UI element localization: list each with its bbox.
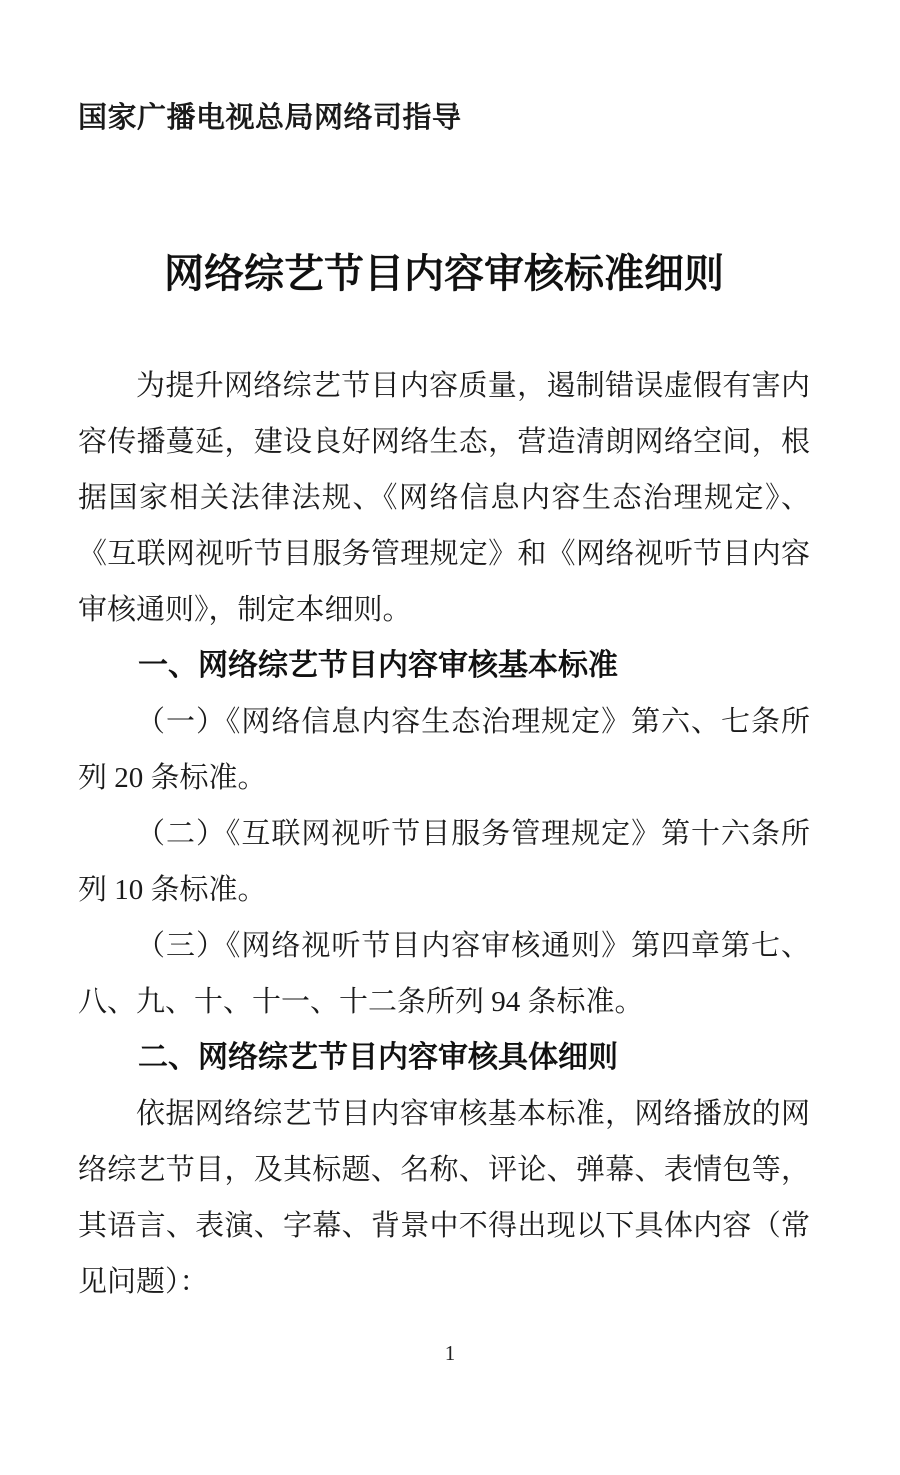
document-header-note: 国家广播电视总局网络司指导 <box>78 102 462 134</box>
section-heading-basic-standards: 一、网络综艺节目内容审核基本标准 <box>138 649 618 682</box>
paragraph-preamble: 为提升网络综艺节目内容质量，遏制错误虚假有害内容传播蔓延，建设良好网络生态，营造清朗网络空间，根据国家相关法律法规、《网络信息内容生态治理规定》、《互联网视听节目服务管理规定》和《网络视听节目内容审核通则》，制定本细则。 <box>78 370 810 626</box>
list-item-standard-3: （三）《网络视听节目内容审核通则》第四章第七、八、九、十、十一、十二条所列 94 条标准。 <box>78 930 810 1018</box>
list-item-standard-2: （二）《互联网视听节目服务管理规定》第十六条所列 10 条标准。 <box>78 818 810 906</box>
document-body <box>78 358 810 1310</box>
page-number: 1 <box>444 1341 456 1365</box>
list-item-standard-1: （一）《网络信息内容生态治理规定》第六、七条所列 20 条标准。 <box>78 706 810 794</box>
section-heading-specific-rules: 二、网络综艺节目内容审核具体细则 <box>138 1041 618 1074</box>
paragraph-specific-rules-intro: 依据网络综艺节目内容审核基本标准，网络播放的网络综艺节目，及其标题、名称、评论、弹幕、表情包等，其语言、表演、字幕、背景中不得出现以下具体内容（常见问题）： <box>78 1098 810 1298</box>
page-title: 网络综艺节目内容审核标准细则 <box>164 252 724 296</box>
